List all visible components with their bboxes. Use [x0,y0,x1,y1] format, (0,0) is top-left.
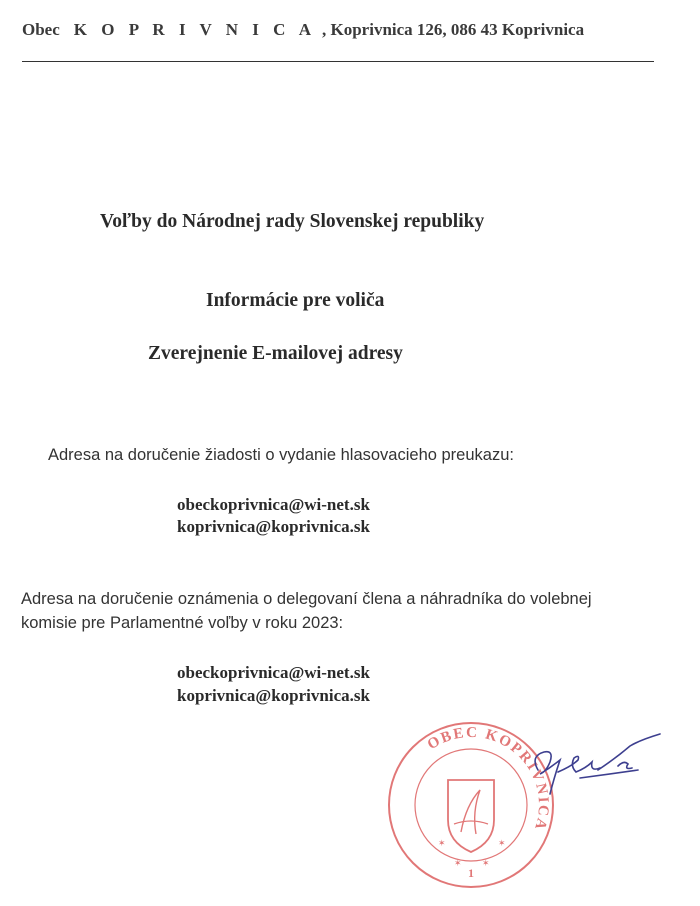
svg-text:✶: ✶ [498,838,506,848]
letterhead [22,20,584,40]
handwritten-signature [520,732,670,802]
document-subtitle-email: Zverejnenie E-mailovej adresy [148,343,403,364]
svg-text:✶: ✶ [438,838,446,848]
svg-text:✶: ✶ [482,858,490,868]
letterhead-divider [22,61,654,62]
stamp-number: 1 [468,866,474,880]
letterhead-municipality: K O P R I V N I C A [73,20,316,39]
section1-text: Adresa na doručenie žiadosti o vydanie hlasovacieho preukazu: [48,446,514,464]
letterhead-address: , Koprivnica 126, 086 43 Koprivnica [322,20,585,39]
section2-email-2[interactable]: koprivnica@koprivnica.sk [177,686,370,705]
section2-email-1[interactable]: obeckoprivnica@wi-net.sk [177,663,370,682]
section1-email-2[interactable]: koprivnica@koprivnica.sk [177,517,370,536]
stamp-lettering: OBEC KOPRIVNICA [424,724,552,834]
section2-text-line1: Adresa na doručenie oznámenia o delegovaní člena a náhradníka do volebnej [21,590,592,608]
section2-text-line2: komisie pre Parlamentné voľby v roku 2023: [21,614,344,632]
document-title: Voľby do Národnej rady Slovenskej republiky [100,211,485,232]
svg-text:✶: ✶ [454,858,462,868]
letterhead-prefix: Obec [22,20,60,39]
section1-email-1[interactable]: obeckoprivnica@wi-net.sk [177,495,370,514]
document-subtitle-info: Informácie pre voliča [206,290,385,311]
